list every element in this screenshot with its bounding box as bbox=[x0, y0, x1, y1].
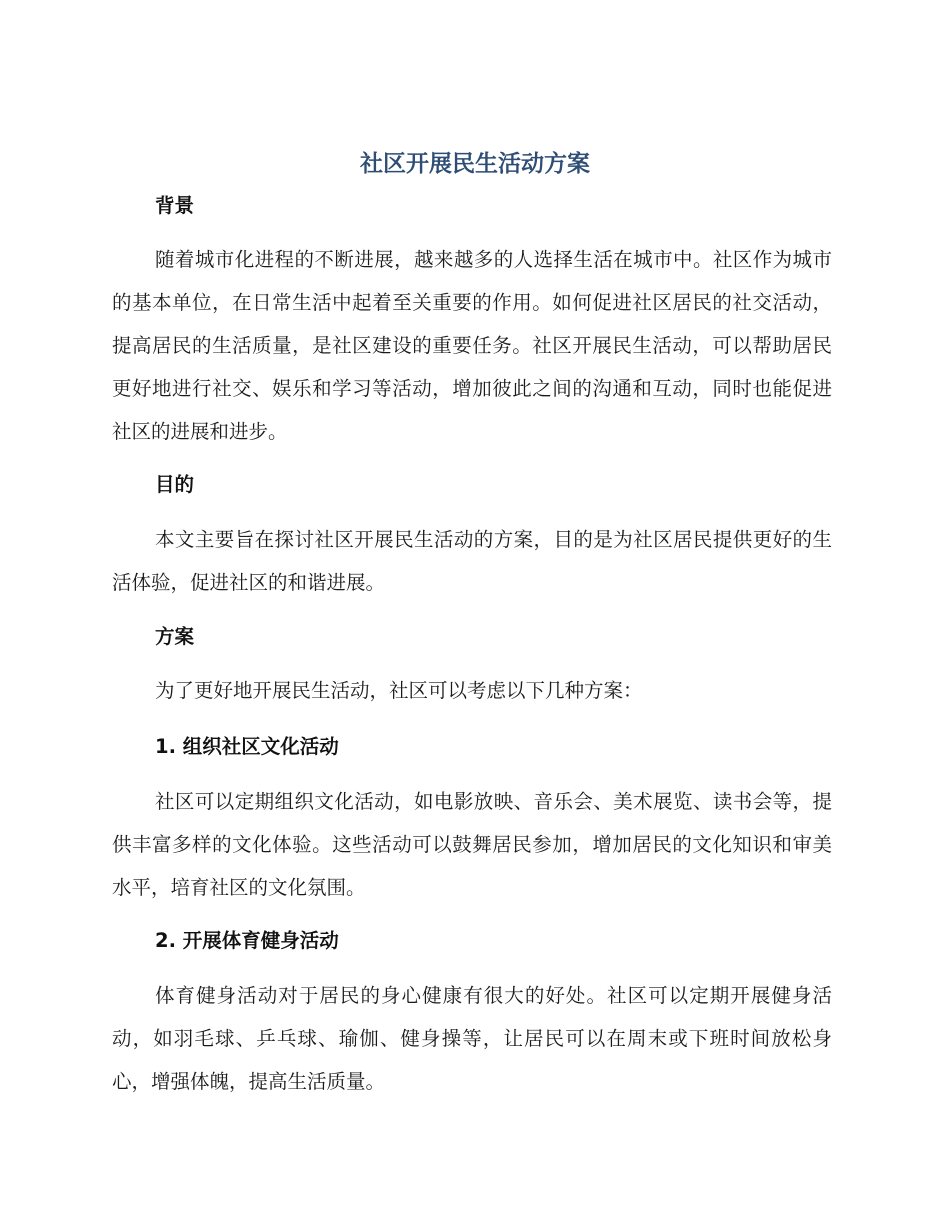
paragraph-sports: 体育健身活动对于居民的身心健康有很大的好处。社区可以定期开展健身活动，如羽毛球、乒乓球、瑜伽、健身操等，让居民可以在周末或下班时间放松身心，增强体魄，提高生活质量。 bbox=[112, 984, 832, 1093]
paragraph-purpose: 本文主要旨在探讨社区开展民生活动的方案，目的是为社区居民提供更好的生活体验，促进社区的和谐进展。 bbox=[112, 528, 832, 594]
section-heading-sports: 2. 开展体育健身活动 bbox=[155, 929, 339, 952]
paragraph-plan: 为了更好地开展民生活动，社区可以考虑以下几种方案： bbox=[155, 679, 643, 702]
section-heading-culture: 1. 组织社区文化活动 bbox=[155, 735, 339, 758]
section-heading-purpose: 目的 bbox=[155, 473, 195, 496]
section-heading-plan: 方案 bbox=[155, 625, 195, 648]
section-heading-background: 背景 bbox=[155, 194, 195, 217]
paragraph-background: 随着城市化进程的不断进展，越来越多的人选择生活在城市中。社区作为城市的基本单位，在日常生活中起着至关重要的作用。如何促进社区居民的社交活动，提高居民的生活质量，是社区建设的重要任务。社区开展民生活动，可以帮助居民更好地进行社交、娱乐和学习等活动，增加彼此之间的沟通和互动，同时也能促进社区的进展和进步。 bbox=[112, 248, 832, 443]
paragraph-culture: 社区可以定期组织文化活动，如电影放映、音乐会、美术展览、读书会等，提供丰富多样的文化体验。这些活动可以鼓舞居民参加，增加居民的文化知识和审美水平，培育社区的文化氛围。 bbox=[112, 790, 832, 899]
document-title: 社区开展民生活动方案 bbox=[360, 151, 590, 177]
